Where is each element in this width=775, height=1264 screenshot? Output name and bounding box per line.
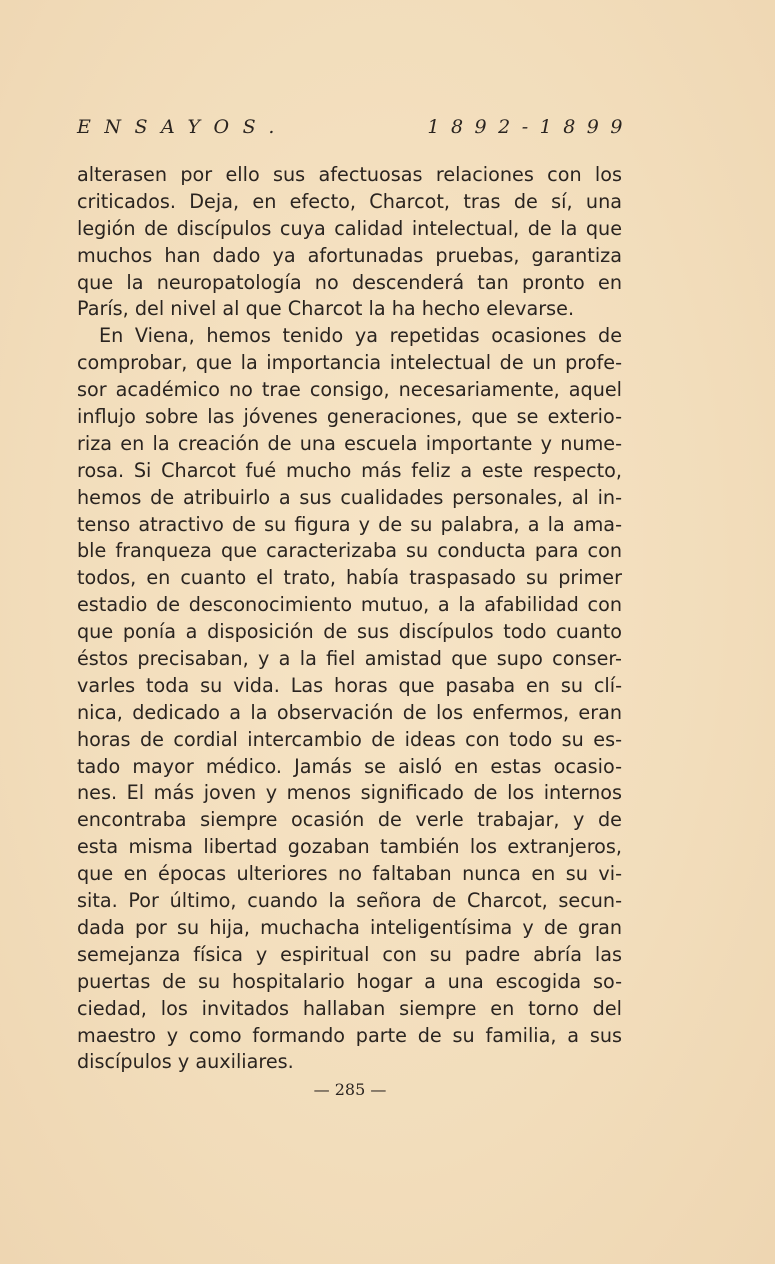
text-line: que en épocas ulteriores no faltaban nunca en su vi- <box>77 862 622 886</box>
text-line: nes. El más joven y menos significado de los internos <box>77 781 622 805</box>
running-head <box>77 116 634 146</box>
text-line: esta misma libertad gozaban también los extranjeros, <box>77 835 622 859</box>
text-line: sita. Por último, cuando la señora de Charcot, secun- <box>77 889 622 913</box>
running-head-title: ENSAYOS. <box>77 116 288 138</box>
text-line: semejanza física y espiritual con su padre abría las <box>77 942 622 966</box>
text-line: estadio de desconocimiento mutuo, a la afabilidad con <box>77 593 622 617</box>
paragraph <box>77 162 622 323</box>
text-line: tenso atractivo de su figura y de su palabra, a la ama- <box>77 512 622 536</box>
body-text <box>77 162 622 1076</box>
text-line: que la neuropatología no descenderá tan pronto en <box>77 270 622 294</box>
text-line: En Viena, hemos tenido ya repetidas ocasiones de <box>99 324 622 348</box>
text-line: riza en la creación de una escuela importante y nume- <box>77 431 622 455</box>
text-line: alterasen por ello sus afectuosas relaciones con los <box>77 163 622 186</box>
text-line: muchos han dado ya afortunadas pruebas, garantiza <box>77 243 622 267</box>
text-line: encontraba siempre ocasión de verle trabajar, y de <box>77 808 622 832</box>
text-line: influjo sobre las jóvenes generaciones, que se exterio- <box>77 405 622 429</box>
text-line: criticados. Deja, en efecto, Charcot, tras de sí, una <box>77 189 622 213</box>
paragraph <box>77 323 622 1076</box>
text-line: rosa. Si Charcot fué mucho más feliz a este respecto, <box>77 458 622 482</box>
text-line: todos, en cuanto el trato, había traspasado su primer <box>77 566 622 590</box>
text-line: éstos precisaban, y a la fiel amistad que supo conser- <box>77 647 622 671</box>
text-line: nica, dedicado a la observación de los enfermos, eran <box>77 700 622 724</box>
text-line: maestro y como formando parte de su familia, a sus <box>77 1023 622 1047</box>
text-line: que ponía a disposición de sus discípulos todo cuanto <box>77 620 622 644</box>
running-head-years: 1892-1899 <box>427 116 634 138</box>
text-line: comprobar, que la importancia intelectual de un profe- <box>77 351 622 375</box>
text-line: varles toda su vida. Las horas que pasaba en su clí- <box>77 673 622 697</box>
text-line: horas de cordial intercambio de ideas con todo su es- <box>77 727 622 751</box>
text-line: puertas de su hospitalario hogar a una escogida so- <box>77 969 622 993</box>
text-line: hemos de atribuirlo a sus cualidades personales, al in- <box>77 485 622 509</box>
text-line: ble franqueza que caracterizaba su conducta para con <box>77 539 622 563</box>
text-line: dada por su hija, muchacha inteligentísima y de gran <box>77 915 622 939</box>
text-line: legión de discípulos cuya calidad intelectual, de la que <box>77 216 622 240</box>
page-number: — 285 — <box>313 1080 387 1099</box>
text-line: discípulos y auxiliares. <box>77 1050 294 1074</box>
text-line: sor académico no trae consigo, necesariamente, aquel <box>77 378 622 402</box>
text-line: tado mayor médico. Jamás se aisló en estas ocasio- <box>77 754 622 778</box>
text-line: París, del nivel al que Charcot la ha hecho elevarse. <box>77 297 575 321</box>
text-line: ciedad, los invitados hallaban siempre en torno del <box>77 996 622 1020</box>
